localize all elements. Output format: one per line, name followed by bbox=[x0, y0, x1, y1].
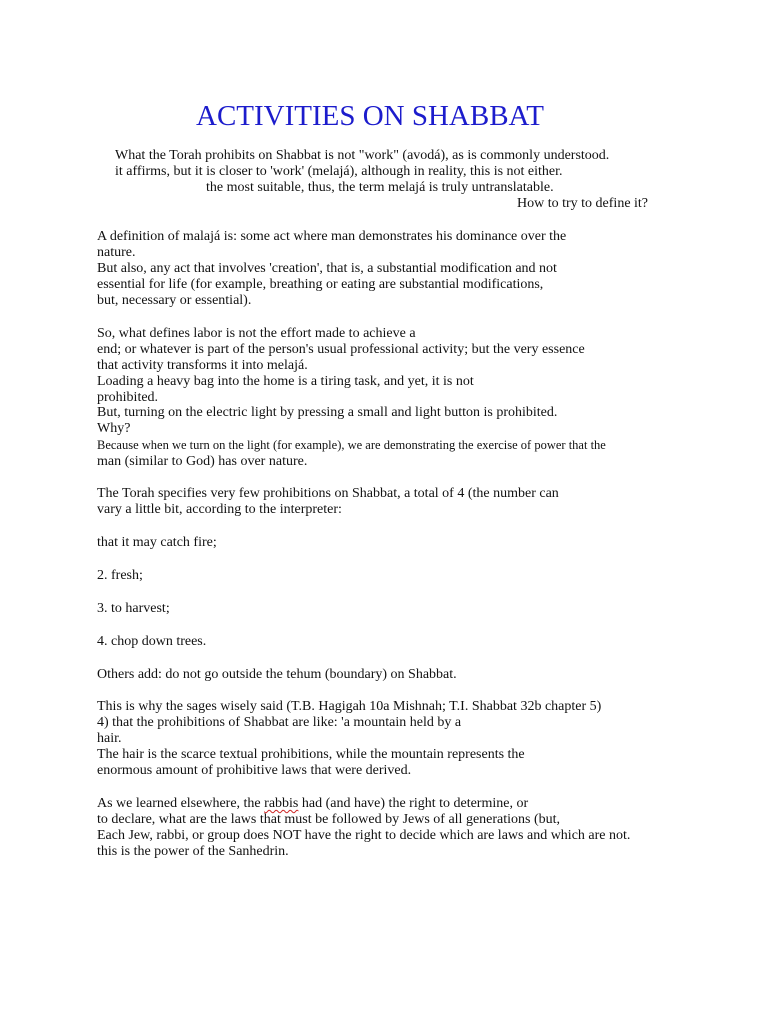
paragraph-line: Each Jew, rabbi, or group does NOT have the right to decide which are laws and which are not. bbox=[97, 828, 631, 843]
paragraph-line: But, turning on the electric light by pressing a small and light button is prohibited. bbox=[97, 405, 558, 420]
paragraph-line: but, necessary or essential). bbox=[97, 293, 252, 308]
text-run: As we learned elsewhere, the bbox=[97, 796, 265, 811]
list-item: 3. to harvest; bbox=[97, 601, 170, 616]
paragraph-line bbox=[97, 796, 528, 812]
text-run: had (and have) the right to determine, or bbox=[298, 796, 529, 811]
page-title: ACTIVITIES ON SHABBAT bbox=[196, 100, 544, 132]
intro-line: What the Torah prohibits on Shabbat is not "work" (avodá), as is commonly understood. bbox=[115, 148, 610, 163]
paragraph-line: Loading a heavy bag into the home is a tiring task, and yet, it is not bbox=[97, 374, 474, 389]
paragraph-line: end; or whatever is part of the person's usual professional activity; but the very essence bbox=[97, 342, 585, 357]
list-item: 4. chop down trees. bbox=[97, 634, 207, 649]
paragraph-line: that activity transforms it into melajá. bbox=[97, 358, 308, 373]
intro-question: How to try to define it? bbox=[517, 196, 649, 211]
paragraph-line: this is the power of the Sanhedrin. bbox=[97, 844, 289, 859]
paragraph-line: Because when we turn on the light (for example), we are demonstrating the exercise of power that the bbox=[97, 438, 606, 452]
paragraph-line: But also, any act that involves 'creation', that is, a substantial modification and not bbox=[97, 261, 557, 276]
list-item: 2. fresh; bbox=[97, 568, 143, 583]
paragraph-line: Others add: do not go outside the tehum (boundary) on Shabbat. bbox=[97, 667, 457, 682]
paragraph-line: enormous amount of prohibitive laws that were derived. bbox=[97, 763, 412, 778]
paragraph-line: nature. bbox=[97, 245, 136, 260]
paragraph-line: Why? bbox=[97, 421, 131, 436]
paragraph-line: So, what defines labor is not the effort made to achieve a bbox=[97, 326, 416, 341]
paragraph-line: The Torah specifies very few prohibitions on Shabbat, a total of 4 (the number can bbox=[97, 486, 559, 501]
paragraph-line: vary a little bit, according to the interpreter: bbox=[97, 502, 342, 517]
intro-line: it affirms, but it is closer to 'work' (melajá), although in reality, this is not either. bbox=[115, 164, 563, 179]
paragraph-line: A definition of malajá is: some act where man demonstrates his dominance over the bbox=[97, 229, 567, 244]
paragraph-line: The hair is the scarce textual prohibitions, while the mountain represents the bbox=[97, 747, 525, 762]
spellcheck-word: rabbis bbox=[264, 796, 299, 811]
paragraph-line: to declare, what are the laws that must be followed by Jews of all generations (but, bbox=[97, 812, 561, 827]
paragraph-line: hair. bbox=[97, 731, 122, 746]
intro-line: the most suitable, thus, the term melajá is truly untranslatable. bbox=[206, 180, 554, 195]
list-item: that it may catch fire; bbox=[97, 535, 217, 550]
paragraph-line: essential for life (for example, breathing or eating are substantial modifications, bbox=[97, 277, 544, 292]
paragraph-line: man (similar to God) has over nature. bbox=[97, 454, 308, 469]
paragraph-line: prohibited. bbox=[97, 390, 159, 405]
paragraph-line: This is why the sages wisely said (T.B. Hagigah 10a Mishnah; T.I. Shabbat 32b chapter 5) bbox=[97, 699, 602, 714]
paragraph-line: 4) that the prohibitions of Shabbat are like: 'a mountain held by a bbox=[97, 715, 462, 730]
